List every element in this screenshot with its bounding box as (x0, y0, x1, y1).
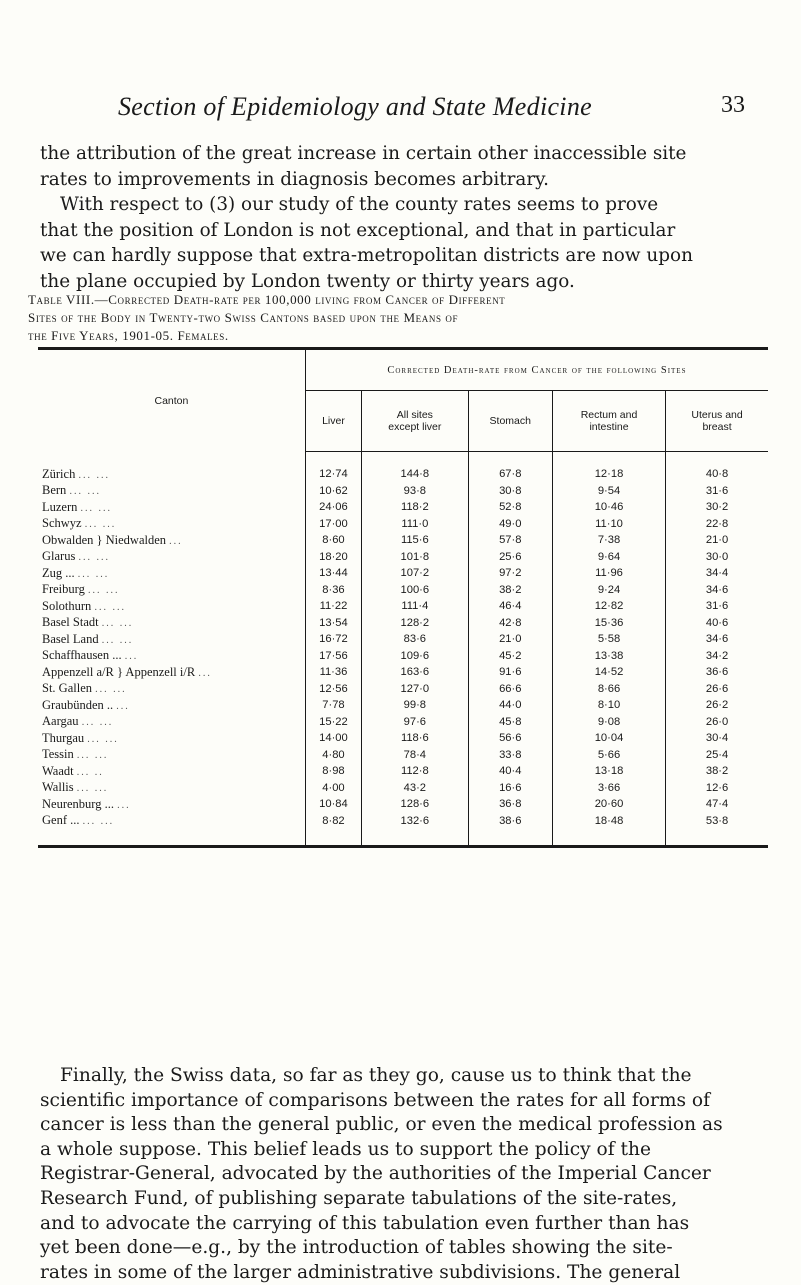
stomach-value: 25·6 (468, 549, 552, 566)
uterus-value: 25·4 (666, 747, 768, 764)
uterus-value: 34·2 (666, 648, 768, 665)
uterus-value: 21·0 (666, 532, 768, 549)
all-sites-value: 107·2 (362, 565, 469, 582)
leader-dots: ... (124, 651, 139, 663)
canton-name (38, 780, 305, 797)
caption-line: Sites of the Body in Twenty-two Swiss Cantons based upon the Means of (28, 310, 459, 325)
all-sites-value: 109·6 (362, 648, 469, 665)
table-row (38, 730, 768, 747)
leader-dots: ... ... (77, 568, 110, 580)
stomach-value: 33·8 (468, 747, 552, 764)
rectum-value: 12·82 (552, 598, 665, 615)
all-sites-value: 43·2 (362, 780, 469, 797)
canton-name (38, 664, 305, 681)
liver-value: 10·84 (319, 798, 348, 811)
leader-dots: ... (117, 799, 131, 811)
stomach-value: 21·0 (468, 631, 552, 648)
all-sites-value: 83·6 (362, 631, 469, 648)
all-sites-value: 127·0 (362, 681, 469, 698)
canton-name (38, 615, 305, 632)
leader-dots: ... ... (94, 601, 126, 613)
canton-label: Tessin (42, 747, 74, 762)
table-row (38, 763, 768, 780)
stomach-value: 38·2 (468, 582, 552, 599)
table-row (38, 615, 768, 632)
text-line: Registrar-General, advocated by the authorities of the Imperial Cancer (40, 1163, 711, 1185)
page-number: 33 (721, 92, 745, 118)
table-row (38, 813, 768, 847)
canton-name (38, 681, 305, 698)
stomach-value: 97·2 (468, 565, 552, 582)
canton-label: St. Gallen (42, 681, 92, 696)
rectum-value: 7·38 (552, 532, 665, 549)
stomach-value: 52·8 (468, 499, 552, 516)
uterus-value: 34·6 (666, 631, 768, 648)
liver-value: 17·56 (319, 649, 348, 662)
text-line: we can hardly suppose that extra-metropolitan districts are now upon (40, 245, 693, 266)
column-header-all-sites: All sites except liver (362, 391, 469, 452)
uterus-value: 36·6 (666, 664, 768, 681)
rectum-value: 13·18 (552, 763, 665, 780)
leader-dots: ... (198, 667, 212, 679)
liver-value: 15·22 (319, 715, 348, 728)
liver-value: 4·80 (322, 748, 345, 761)
text-line: a whole suppose. This belief leads us to support the policy of the (40, 1138, 651, 1160)
all-sites-value: 115·6 (362, 532, 469, 549)
text-line: scientific importance of comparisons between the rates for all forms of (40, 1089, 711, 1111)
canton-label: Freiburg (42, 582, 85, 597)
text-line: the attribution of the great increase in certain other inaccessible site (40, 143, 687, 164)
table-row (38, 681, 768, 698)
table-row (38, 532, 768, 549)
all-sites-value: 163·6 (362, 664, 469, 681)
all-sites-value: 118·2 (362, 499, 469, 516)
canton-name (38, 582, 305, 599)
rectum-value: 3·66 (552, 780, 665, 797)
stomach-value: 44·0 (468, 697, 552, 714)
leader-dots: ... ... (82, 816, 115, 828)
canton-name (38, 598, 305, 615)
canton-label: Wallis (42, 780, 74, 795)
all-sites-value: 78·4 (362, 747, 469, 764)
all-sites-value: 128·6 (362, 796, 469, 813)
rectum-value: 18·48 (552, 813, 665, 847)
uterus-value: 40·8 (666, 452, 768, 483)
table-caption (28, 291, 758, 345)
group-header: Corrected Death-rate from Cancer of the following Sites (305, 349, 768, 391)
liver-value: 12·56 (319, 682, 348, 695)
rectum-value: 10·04 (552, 730, 665, 747)
liver-value: 24·06 (319, 501, 348, 514)
rectum-value: 12·18 (552, 452, 665, 483)
canton-label: Neurenburg ... (42, 796, 114, 811)
leader-dots: ... ... (76, 783, 109, 795)
canton-label: Glarus (42, 549, 76, 564)
canton-name (38, 549, 305, 566)
stomach-value: 91·6 (468, 664, 552, 681)
caption-line: the Five Years, 1901-05. Females. (28, 328, 229, 343)
rectum-value: 8·10 (552, 697, 665, 714)
text-line: rates in some of the larger administrative subdivisions. The general (40, 1261, 681, 1283)
liver-value: 13·44 (319, 567, 348, 580)
all-sites-value: 144·8 (362, 452, 469, 483)
uterus-value: 26·6 (666, 681, 768, 698)
leader-dots: ... (169, 535, 183, 547)
running-header (0, 92, 801, 132)
paragraph-intro (40, 141, 750, 294)
canton-name (38, 452, 305, 483)
uterus-value: 26·2 (666, 697, 768, 714)
table-body (38, 452, 768, 847)
leader-dots: ... .. (76, 766, 104, 778)
stomach-value: 49·0 (468, 516, 552, 533)
all-sites-value: 128·2 (362, 615, 469, 632)
canton-label: Thurgau (42, 730, 85, 745)
liver-value: 8·82 (322, 814, 345, 827)
table-row (38, 582, 768, 599)
all-sites-value: 93·8 (362, 483, 469, 500)
liver-value: 14·00 (319, 732, 348, 745)
canton-name (38, 763, 305, 780)
canton-name (38, 697, 305, 714)
rectum-value: 9·08 (552, 714, 665, 731)
leader-dots: ... ... (78, 469, 110, 481)
all-sites-value: 112·8 (362, 763, 469, 780)
death-rate-table (38, 347, 768, 848)
rectum-value: 14·52 (552, 664, 665, 681)
all-sites-value: 101·8 (362, 549, 469, 566)
canton-name (38, 483, 305, 500)
canton-name (38, 532, 305, 549)
table-row (38, 631, 768, 648)
canton-name (38, 747, 305, 764)
table-row (38, 565, 768, 582)
liver-value: 11·22 (319, 600, 348, 613)
liver-value: 4·00 (322, 781, 345, 794)
canton-label: Basel Stadt (42, 615, 99, 630)
uterus-value: 38·2 (666, 763, 768, 780)
leader-dots: ... ... (101, 618, 134, 630)
caption-line: Table VIII.—Corrected Death-rate per 100,000 living from Cancer of Different (28, 292, 506, 307)
canton-label: Obwalden } Niedwalden (42, 532, 167, 547)
rectum-value: 13·38 (552, 648, 665, 665)
text-line: With respect to (3) our study of the county rates seems to prove (60, 194, 659, 215)
text-line: that the position of London is not exceptional, and that in particular (40, 219, 676, 241)
uterus-value: 30·0 (666, 549, 768, 566)
uterus-value: 30·4 (666, 730, 768, 747)
rectum-value: 5·66 (552, 747, 665, 764)
leader-dots: ... ... (101, 634, 134, 646)
rectum-value: 20·60 (552, 796, 665, 813)
canton-name (38, 730, 305, 747)
canton-label: Schaffhausen ... (42, 648, 122, 663)
canton-label: Zug ... (42, 565, 75, 580)
canton-label: Aargau (42, 714, 79, 729)
column-header-liver: Liver (305, 391, 361, 452)
table-row (38, 714, 768, 731)
liver-value: 8·36 (322, 583, 345, 596)
paragraph-finally (40, 1064, 750, 1285)
stomach-value: 30·8 (468, 483, 552, 500)
table-row (38, 452, 768, 483)
uterus-value: 31·6 (666, 483, 768, 500)
leader-dots: ... ... (95, 684, 127, 696)
stomach-value: 57·8 (468, 532, 552, 549)
canton-name (38, 796, 305, 813)
liver-value: 11·36 (319, 666, 348, 679)
stomach-value: 67·8 (468, 452, 552, 483)
text-line: Research Fund, of publishing separate tabulations of the site-rates, (40, 1187, 678, 1209)
rectum-value: 5·58 (552, 631, 665, 648)
table-row (38, 483, 768, 500)
canton-label: Bern (42, 483, 67, 498)
liver-value: 16·72 (319, 633, 348, 646)
leader-dots: ... ... (76, 750, 109, 762)
rectum-value: 9·54 (552, 483, 665, 500)
table-row (38, 499, 768, 516)
text-line: and to advocate the carrying of this tabulation even further than has (40, 1212, 690, 1234)
canton-name (38, 565, 305, 582)
table-row (38, 664, 768, 681)
canton-name (38, 648, 305, 665)
uterus-value: 31·6 (666, 598, 768, 615)
stomach-value: 38·6 (468, 813, 552, 847)
column-header-rectum: Rectum and intestine (552, 391, 665, 452)
table-row (38, 780, 768, 797)
stomach-value: 40·4 (468, 763, 552, 780)
leader-dots: ... ... (84, 519, 117, 531)
leader-dots: ... ... (80, 502, 113, 514)
canton-label: Zürich (42, 466, 76, 481)
canton-label: Schwyz (42, 516, 82, 531)
table-row (38, 697, 768, 714)
liver-value: 10·62 (319, 484, 348, 497)
stomach-value: 45·8 (468, 714, 552, 731)
uterus-value: 22·8 (666, 516, 768, 533)
table-row (38, 549, 768, 566)
uterus-value: 12·6 (666, 780, 768, 797)
stomach-value: 36·8 (468, 796, 552, 813)
text-line: cancer is less than the general public, or even the medical profession as (40, 1114, 723, 1136)
leader-dots: ... ... (87, 585, 120, 597)
text-line: Finally, the Swiss data, so far as they go, cause us to think that the (60, 1065, 692, 1086)
table-row (38, 598, 768, 615)
uterus-value: 40·6 (666, 615, 768, 632)
rectum-value: 9·64 (552, 549, 665, 566)
leader-dots: ... ... (78, 552, 110, 564)
stomach-value: 16·6 (468, 780, 552, 797)
stomach-value: 46·4 (468, 598, 552, 615)
liver-value: 18·20 (319, 550, 348, 563)
canton-name (38, 813, 305, 847)
canton-column-header: Canton (38, 349, 305, 452)
uterus-value: 34·6 (666, 582, 768, 599)
all-sites-value: 111·0 (362, 516, 469, 533)
all-sites-value: 97·6 (362, 714, 469, 731)
text-line: yet been done—e.g., by the introduction of tables showing the site- (40, 1237, 673, 1259)
canton-name (38, 516, 305, 533)
uterus-value: 30·2 (666, 499, 768, 516)
leader-dots: ... ... (69, 486, 101, 498)
canton-label: Basel Land (42, 631, 99, 646)
liver-value: 13·54 (319, 616, 348, 629)
all-sites-value: 99·8 (362, 697, 469, 714)
leader-dots: ... ... (87, 733, 119, 745)
canton-label: Waadt (42, 763, 74, 778)
column-header-uterus: Uterus and breast (666, 391, 768, 452)
rectum-value: 11·96 (552, 565, 665, 582)
leader-dots: ... ... (81, 717, 114, 729)
stomach-value: 45·2 (468, 648, 552, 665)
canton-name (38, 631, 305, 648)
liver-value: 17·00 (319, 517, 348, 530)
running-title: Section of Epidemiology and State Medicine (118, 92, 592, 121)
column-header-stomach: Stomach (468, 391, 552, 452)
all-sites-value: 132·6 (362, 813, 469, 847)
all-sites-value: 100·6 (362, 582, 469, 599)
canton-name (38, 714, 305, 731)
table-row (38, 516, 768, 533)
uterus-value: 26·0 (666, 714, 768, 731)
liver-value: 12·74 (319, 468, 348, 481)
all-sites-value: 111·4 (362, 598, 469, 615)
stomach-value: 56·6 (468, 730, 552, 747)
text-line: rates to improvements in diagnosis becomes arbitrary. (40, 168, 549, 190)
canton-label: Solothurn (42, 598, 92, 613)
canton-label: Genf ... (42, 813, 80, 828)
text-line: the plane occupied by London twenty or thirty years ago. (40, 270, 575, 292)
uterus-value: 47·4 (666, 796, 768, 813)
table-row (38, 747, 768, 764)
uterus-value: 53·8 (666, 813, 768, 847)
rectum-value: 10·46 (552, 499, 665, 516)
all-sites-value: 118·6 (362, 730, 469, 747)
liver-value: 7·78 (322, 699, 345, 712)
table-row (38, 796, 768, 813)
rectum-value: 11·10 (552, 516, 665, 533)
stomach-value: 42·8 (468, 615, 552, 632)
leader-dots: ... (116, 700, 130, 712)
uterus-value: 34·4 (666, 565, 768, 582)
canton-label: Appenzell a/R } Appenzell i/R (42, 664, 196, 679)
canton-name (38, 499, 305, 516)
rectum-value: 8·66 (552, 681, 665, 698)
stomach-value: 66·6 (468, 681, 552, 698)
rectum-value: 9·24 (552, 582, 665, 599)
canton-label: Graubünden .. (42, 697, 114, 712)
rectum-value: 15·36 (552, 615, 665, 632)
canton-label: Luzern (42, 499, 78, 514)
table-row (38, 648, 768, 665)
liver-value: 8·60 (322, 534, 345, 547)
liver-value: 8·98 (322, 765, 345, 778)
